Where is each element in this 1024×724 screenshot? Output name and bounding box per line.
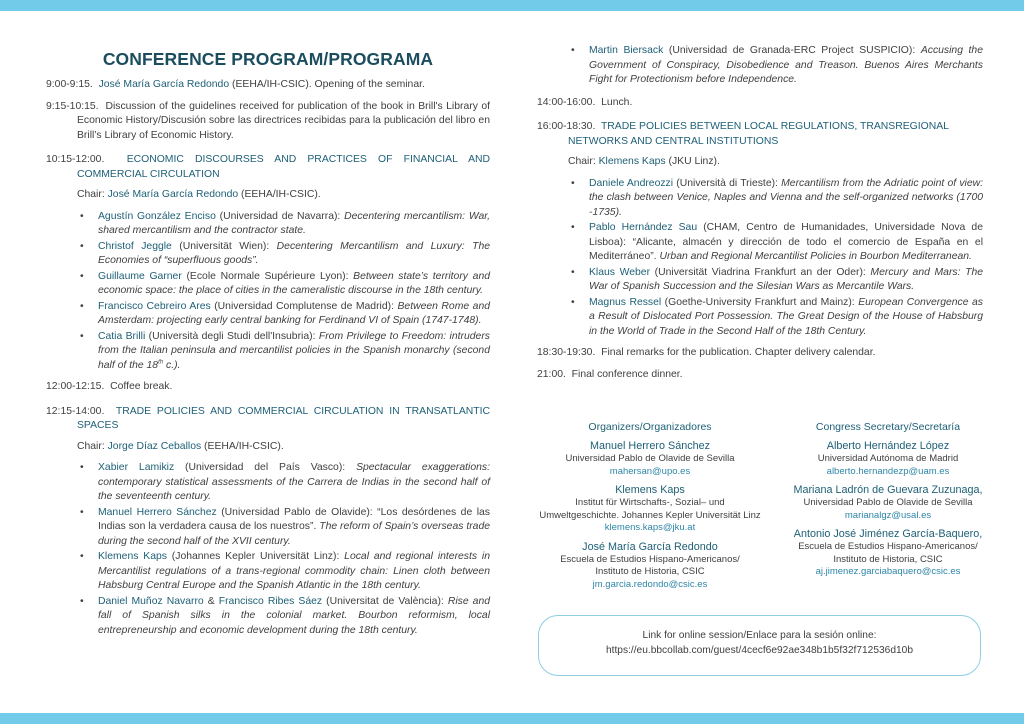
talk-item xyxy=(77,506,490,550)
talk-list-session-2-continued xyxy=(537,44,983,88)
speaker-name: Klemens Kaps xyxy=(98,551,167,562)
talk-title: Between Rome and Amsterdam: projecting early central banking for Ferdinand VI of Spain (1747-1748). xyxy=(98,300,490,326)
bullet-icon: • xyxy=(80,506,84,518)
bullet-icon: • xyxy=(80,210,84,222)
organizers-block xyxy=(535,420,765,596)
session-title: TRADE POLICIES BETWEEN LOCAL REGULATIONS, TRANSREGIONAL NETWORKS AND CENTRAL INSTITUTIONS xyxy=(568,121,949,147)
entry-text: Discussion of the guidelines received for publication of the book in Brill's Library of Economic History/Discusión sobre las directrices recibidas para la publicación del libro en Brill’s Library of Economic History. xyxy=(77,100,490,141)
speaker-name: José María García Redondo xyxy=(98,79,230,90)
entry-text: Final remarks for the publication. Chapter delivery calendar. xyxy=(601,347,876,358)
speaker-affiliation: (Universidad de Granada-ERC Project SUSPICIO): xyxy=(663,45,921,56)
ampersand: & xyxy=(203,595,219,607)
talk-item xyxy=(568,266,983,295)
bullet-icon: • xyxy=(80,330,84,342)
organizers-heading: Organizers/Organizadores xyxy=(588,421,712,433)
entry-text: (EEHA/IH-CSIC). Opening of the seminar. xyxy=(229,79,425,90)
speaker-name: Daniele Andreozzi xyxy=(589,177,674,189)
contact-name: Klemens Kaps xyxy=(615,484,685,496)
secretary-contact xyxy=(773,439,1003,478)
speaker-affiliation: (Università degli Studi dell'Insubria): xyxy=(145,330,319,342)
schedule-entry-remarks xyxy=(537,346,983,361)
talk-item xyxy=(77,300,490,329)
speaker-name: Francisco Cebreiro Ares xyxy=(98,300,211,312)
entry-text: Coffee break. xyxy=(110,381,173,392)
talk-title: Rise and fall of Spanish silks in the colonial market. Bourbon reformism, local entrepreneurship and economic development during the 18th century. xyxy=(98,595,491,636)
talk-item xyxy=(77,461,490,505)
entry-time: 9:00-9:15. xyxy=(46,79,93,90)
top-banner-bar xyxy=(0,0,1024,11)
contact-name: Alberto Hernández López xyxy=(826,440,950,452)
talk-item xyxy=(568,296,983,340)
entry-text: Lunch. xyxy=(601,96,633,108)
talk-title: European Convergence as a Result of Dislocated Port Possession. The Great Design of the House of Habsburg in the World of Trade in the Second Half of the 18th Century. xyxy=(589,296,983,337)
bullet-icon: • xyxy=(80,462,84,473)
speaker-name: Catia Brilli xyxy=(98,330,146,342)
speaker-affiliation: (Universität Viadrina Frankfurt an der Oder): xyxy=(650,266,871,278)
bullet-icon: • xyxy=(80,270,84,282)
contact-name: Antonio José Jiménez García-Baquero, xyxy=(793,528,983,540)
chair-affiliation: (EEHA/IH-CSIC). xyxy=(238,189,321,200)
contact-affiliation: Escuela de Estudios Hispano-Americanos/ Instituto de Historia, CSIC xyxy=(560,553,740,577)
speaker-name: Klaus Weber xyxy=(589,266,651,278)
contact-name: Manuel Herrero Sánchez xyxy=(589,440,711,452)
contact-affiliation: Institut für Wirtschafts-, Sozial– und Umweltgeschichte. Johannes Kepler Universität Linz xyxy=(539,497,761,521)
secretary-contact xyxy=(773,483,1003,522)
entry-time: 16:00-18:30. xyxy=(537,121,596,132)
contact-affiliation: Escuela de Estudios Hispano-Americanos/ Instituto de Historia, CSIC xyxy=(798,541,978,565)
speaker-name-2: Francisco Ribes Sáez xyxy=(218,595,323,607)
contact-name: Mariana Ladrón de Guevara Zuzunaga, xyxy=(793,484,983,496)
speaker-affiliation: (Johannes Kepler Universität Linz): xyxy=(166,551,345,562)
session-chair xyxy=(46,188,490,203)
organizer-contact xyxy=(535,483,765,535)
entry-text: Final conference dinner. xyxy=(571,368,683,380)
schedule-entry-coffee xyxy=(46,380,490,395)
contact-email-link[interactable]: mahersan@upo.es xyxy=(609,465,691,477)
contact-affiliation: Universidad Pablo de Olavide de Sevilla xyxy=(565,453,735,464)
speaker-affiliation: (Goethe-University Frankfurt and Mainz): xyxy=(661,296,859,308)
talk-title: From Privilege to Freedom: intruders from the Italian peninsula and mercantilist policies in the Spanish monarchy (second half of the 18 xyxy=(98,330,490,371)
organizer-contact xyxy=(535,540,765,592)
talk-item xyxy=(568,177,983,221)
schedule-entry-lunch xyxy=(537,96,983,111)
bullet-icon: • xyxy=(571,222,575,233)
entry-time: 12:15-14:00. xyxy=(46,405,105,417)
speaker-name: Guillaume Garner xyxy=(98,270,182,282)
speaker-name: Manuel Herrero Sánchez xyxy=(98,506,217,518)
talk-item xyxy=(77,270,490,299)
talk-item xyxy=(77,550,490,594)
chair-label: Chair: xyxy=(568,156,599,167)
bullet-icon: • xyxy=(571,45,575,56)
talk-item xyxy=(568,221,983,265)
page-title: CONFERENCE PROGRAM/PROGRAMA xyxy=(102,49,434,69)
speaker-name: Christof Jeggle xyxy=(98,240,172,252)
secretary-block xyxy=(773,420,1003,584)
speaker-affiliation: (Universidad Complutense de Madrid): xyxy=(210,300,398,312)
speaker-affiliation: (Universidad Pablo de Olavide): “Los desórdenes de las Indias son la verdadera causa de los nuestros”. xyxy=(98,506,490,532)
entry-time: 14:00-16:00. xyxy=(537,96,596,108)
session-header-3 xyxy=(537,120,983,149)
speaker-affiliation: (Universitat de València): xyxy=(322,595,448,607)
talk-item xyxy=(77,595,490,639)
online-session-label: Link for online session/Enlace para la sesión online: xyxy=(642,630,877,641)
online-session-box xyxy=(538,615,981,676)
speaker-affiliation: (Ecole Normale Supérieure Lyon): xyxy=(181,270,354,282)
bullet-icon: • xyxy=(571,266,575,278)
chair-name: Jorge Díaz Ceballos xyxy=(107,440,202,452)
talk-title: Mercury and Mars: The War of Spanish Succession and the Silesian Wars as Mercantile Wars. xyxy=(589,266,984,292)
program-right-column xyxy=(537,44,983,389)
speaker-affiliation: (Università di Trieste): xyxy=(673,177,782,189)
chair-affiliation: (JKU Linz). xyxy=(665,156,720,167)
speaker-name: Magnus Ressel xyxy=(589,296,662,308)
bullet-icon: • xyxy=(571,177,575,189)
contact-email-link[interactable]: aj.jimenez.garciabaquero@csic.es xyxy=(815,566,961,577)
entry-time: 9:15-10:15. xyxy=(46,100,99,112)
bottom-banner-bar xyxy=(0,713,1024,724)
contact-email-link[interactable]: alberto.hernandezp@uam.es xyxy=(826,465,950,477)
secretary-heading: Congress Secretary/Secretaría xyxy=(815,421,961,433)
session-chair xyxy=(537,155,983,170)
talk-item xyxy=(77,240,490,269)
bullet-icon: • xyxy=(571,296,575,308)
chair-name: José María García Redondo xyxy=(107,189,239,200)
talk-list-session-2 xyxy=(46,461,490,638)
contact-affiliation: Universidad Autónoma de Madrid xyxy=(817,453,959,464)
chair-label: Chair: xyxy=(77,440,108,452)
speaker-affiliation: (CHAM, Centro de Humanidades, Universidade Nova de Lisboa): “Alicante, almacén y dirección de todo el comercio de España en el Mediterráneo”. xyxy=(589,222,983,262)
online-session-link[interactable]: https://eu.bbcollab.com/guest/4cecf6e92ae348b1b5f32f712536d10b xyxy=(605,645,913,656)
contact-name: José María García Redondo xyxy=(582,540,718,553)
talk-item xyxy=(77,330,490,374)
chair-name: Klemens Kaps xyxy=(598,156,666,167)
talk-item xyxy=(568,44,983,88)
talk-title: The reform of Spain’s overseas trade during the second half of the XVII century. xyxy=(98,521,491,547)
talk-title-end: c.). xyxy=(163,359,181,371)
speaker-affiliation: (Universidad del País Vasco): xyxy=(174,462,357,473)
talk-title: Mercantilism from the Adriatic point of view: the clash between Venice, Naples and Vienna and the self-organized networks (1700 -1735). xyxy=(589,177,983,218)
speaker-name: Martin Biersack xyxy=(589,45,664,56)
talk-list-session-1 xyxy=(46,210,490,374)
contact-email-link[interactable]: klemens.kaps@jku.at xyxy=(604,522,696,533)
chair-label: Chair: xyxy=(77,189,108,200)
entry-time: 18:30-19:30. xyxy=(537,347,596,358)
bullet-icon: • xyxy=(80,300,84,312)
session-header-2 xyxy=(46,405,490,434)
talk-title: Local and regional interests in Mercantilist regulations of a trans-regional commodity chain: Linen cloth between Habsburg Central Europe and the Spanish Atlantic in the 18th century. xyxy=(98,551,491,591)
talk-title: Accusing the Government of Conspiracy, Disobedience and Treason. Buenos Aires Merchants Fight for Protectionism before Independence. xyxy=(589,45,983,85)
entry-time: 10:15-12:00. xyxy=(46,154,105,165)
speaker-name: Pablo Hernández Sau xyxy=(589,222,698,233)
program-left-column xyxy=(46,48,490,645)
secretary-contact xyxy=(773,527,1003,579)
contact-affiliation: Universidad Pablo de Olavide de Sevilla xyxy=(803,497,973,508)
speaker-affiliation: (Universität Wien): xyxy=(171,240,277,252)
superscript: th xyxy=(158,359,164,366)
talk-item xyxy=(77,210,490,239)
speaker-name: Daniel Muñoz Navarro xyxy=(98,595,204,607)
schedule-entry-discussion xyxy=(46,100,490,144)
session-title: ECONOMIC DISCOURSES AND PRACTICES OF FINANCIAL AND COMMERCIAL CIRCULATION xyxy=(77,154,491,180)
talk-title: Urban and Regional Mercantilist Policies in Bourbon Mediterranean. xyxy=(659,251,972,262)
speaker-name: Agustín González Enciso xyxy=(98,210,216,222)
talk-title: Between state’s territory and economic space: the place of cities in the cameralistic discourse in the 18th century. xyxy=(98,270,490,296)
speaker-name: Xabier Lamikiz xyxy=(98,462,175,473)
session-chair xyxy=(46,440,490,455)
chair-affiliation: (EEHA/IH-CSIC). xyxy=(201,440,284,452)
talk-title: Decentering mercantilism: War, shared mercantilism and the contractor state. xyxy=(98,210,490,236)
bullet-icon: • xyxy=(80,595,84,607)
bullet-icon: • xyxy=(80,240,84,252)
session-header-1 xyxy=(46,153,490,182)
schedule-entry-opening xyxy=(46,78,490,93)
schedule-entry-dinner xyxy=(537,368,983,383)
speaker-affiliation: (Universidad de Navarra): xyxy=(215,210,345,222)
talk-title: Spectacular exaggerations: contemporary statistical assessments of the Carrera de Indias in the second half of the seventeenth century. xyxy=(98,462,490,502)
talk-title: Decentering Mercantilism and Luxury: The Economies of “superfluous goods”. xyxy=(98,240,490,266)
entry-time: 12:00-12:15. xyxy=(46,381,105,392)
contact-email-link[interactable]: jm.garcia.redondo@csic.es xyxy=(592,578,708,590)
talk-list-session-3 xyxy=(537,177,983,340)
contact-email-link[interactable]: marianalgz@usal.es xyxy=(844,509,932,521)
bullet-icon: • xyxy=(80,551,84,562)
organizer-contact xyxy=(535,439,765,478)
entry-time: 21:00. xyxy=(537,368,566,380)
session-title: TRADE POLICIES AND COMMERCIAL CIRCULATION IN TRANSATLANTIC SPACES xyxy=(77,405,490,431)
